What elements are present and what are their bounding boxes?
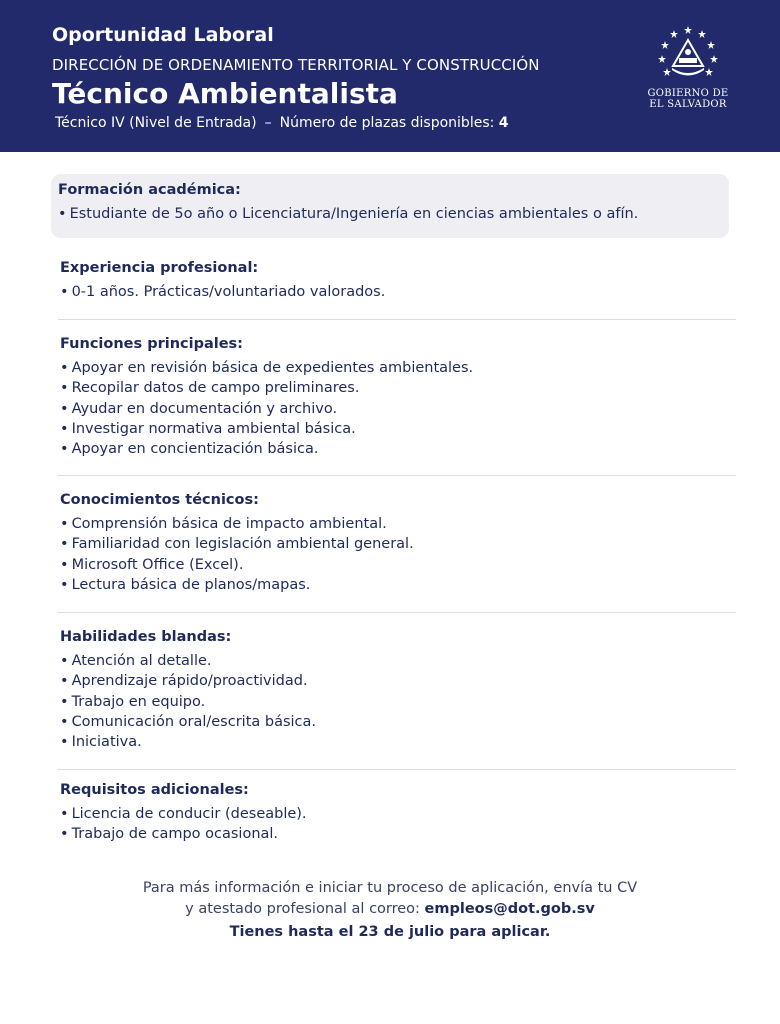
positions-label: Número de plazas disponibles:	[279, 115, 495, 131]
footer-line1: Para más información e iniciar tu proceso de aplicación, envía tu CV	[142, 880, 638, 896]
list-item: • Iniciativa.	[60, 732, 736, 752]
section-list	[60, 282, 736, 302]
positions-count: 4	[498, 115, 509, 131]
section-functions	[60, 334, 736, 459]
job-level: Técnico IV (Nivel de Entrada)	[55, 115, 257, 131]
job-subline	[55, 115, 509, 131]
list-item: • Lectura básica de planos/mapas.	[60, 575, 736, 595]
section-list	[58, 204, 734, 224]
eyebrow-label: Oportunidad Laboral	[52, 24, 274, 46]
list-item: • Apoyar en concientización básica.	[60, 439, 736, 459]
section-technical	[60, 490, 736, 595]
list-item: • Atención al detalle.	[60, 651, 736, 671]
divider	[58, 612, 736, 613]
section-soft-skills	[60, 627, 736, 752]
list-item: • Comunicación oral/escrita básica.	[60, 712, 736, 732]
divider	[58, 769, 736, 770]
list-item: • Comprensión básica de impacto ambiental.	[60, 514, 736, 534]
list-item: • Ayudar en documentación y archivo.	[60, 399, 736, 419]
section-title: Formación académica:	[58, 182, 241, 198]
list-item: • Investigar normativa ambiental básica.	[60, 419, 736, 439]
separator: –	[264, 115, 272, 131]
section-title: Funciones principales:	[60, 336, 243, 352]
list-item: • Recopilar datos de campo preliminares.	[60, 378, 736, 398]
footer	[0, 878, 780, 943]
footer-line2	[0, 899, 780, 920]
list-item: • Licencia de conducir (deseable).	[60, 804, 736, 824]
list-item: • Trabajo en equipo.	[60, 692, 736, 712]
section-list	[60, 651, 736, 752]
job-title: Técnico Ambientalista	[52, 77, 398, 110]
section-education	[58, 180, 734, 224]
footer-line2-text: y atestado profesional al correo:	[185, 901, 420, 917]
list-item: • Aprendizaje rápido/proactividad.	[60, 671, 736, 691]
section-list	[60, 804, 736, 845]
list-item: • 0-1 años. Prácticas/voluntariado valorados.	[60, 282, 736, 302]
government-logo	[640, 24, 736, 124]
logo-org-line1: GOBIERNO DE	[647, 88, 729, 99]
email-link[interactable]: empleos@dot.gob.sv	[424, 901, 595, 917]
department-name: DIRECCIÓN DE ORDENAMIENTO TERRITORIAL Y CONSTRUCCIÓN	[52, 56, 540, 74]
list-item: • Familiaridad con legislación ambiental general.	[60, 534, 736, 554]
section-title: Conocimientos técnicos:	[60, 492, 259, 508]
section-list	[60, 358, 736, 459]
section-list	[60, 514, 736, 595]
list-item: • Microsoft Office (Excel).	[60, 555, 736, 575]
section-experience	[60, 258, 736, 302]
section-additional	[60, 780, 736, 845]
section-title: Habilidades blandas:	[60, 629, 232, 645]
header-banner	[0, 0, 780, 152]
section-title: Requisitos adicionales:	[60, 782, 249, 798]
section-title: Experiencia profesional:	[60, 260, 259, 276]
list-item: • Estudiante de 5o año o Licenciatura/Ingeniería en ciencias ambientales o afín.	[58, 204, 734, 224]
deadline-text: Tienes hasta el 23 de julio para aplicar.	[229, 924, 551, 940]
coat-of-arms-icon	[656, 24, 720, 84]
divider	[58, 475, 736, 476]
divider	[58, 319, 736, 320]
list-item: • Trabajo de campo ocasional.	[60, 824, 736, 844]
list-item: • Apoyar en revisión básica de expedientes ambientales.	[60, 358, 736, 378]
logo-org-line2: EL SALVADOR	[649, 99, 727, 110]
